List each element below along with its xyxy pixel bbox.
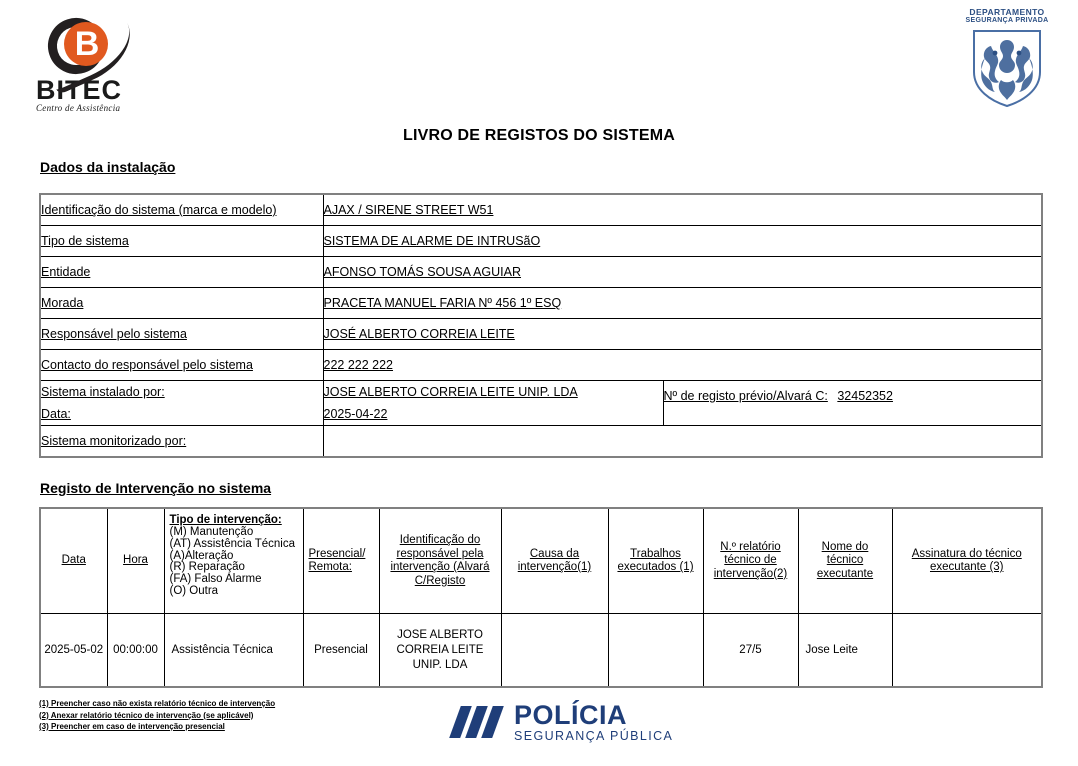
bitec-wordmark: BITEC [36, 75, 122, 105]
tipo-option: (R) Reparação [169, 561, 245, 574]
col-header-data [40, 508, 107, 614]
header-text-line1: Nome do [821, 540, 869, 553]
header-text-line1: Trabalhos [630, 547, 681, 560]
dsp-title-line1: DEPARTAMENTO [969, 7, 1045, 17]
header-text-line2: responsável pela [396, 547, 484, 560]
table-row [40, 350, 1042, 381]
table-row [40, 426, 1042, 458]
row-value-entidade [323, 257, 1042, 288]
footnote-3: (3) Preencher em caso de intervenção presencial [39, 722, 225, 731]
header-text-line2: técnico de [724, 554, 777, 567]
table-row [40, 381, 1042, 426]
header-text-line1: Causa da [529, 547, 580, 560]
installation-data-table [39, 193, 1043, 458]
intervention-log-table [39, 507, 1043, 688]
row-label-morada [40, 288, 323, 319]
dsp-title-line2: SEGURANÇA PRIVADA [965, 17, 1049, 24]
cell-trabalhos [608, 614, 703, 688]
bitec-logo-mark [42, 14, 134, 76]
label-text-line1: Sistema instalado por: [41, 385, 165, 399]
label-text: Sistema monitorizado por: [41, 434, 187, 448]
header-text-line2: executante (3) [929, 561, 1004, 573]
page-title: LIVRO DE REGISTOS DO SISTEMA [402, 127, 675, 144]
header-text-line1: N.º relatório [720, 540, 781, 553]
cell-presencial: Presencial [303, 614, 379, 688]
col-header-numero-relatorio [703, 508, 798, 614]
value-text: JOSÉ ALBERTO CORREIA LEITE [323, 327, 515, 341]
psp-bars-icon [455, 706, 503, 738]
row-value-morada [323, 288, 1042, 319]
tipo-option: (O) Outra [169, 584, 219, 597]
row-value-responsavel [323, 319, 1042, 350]
table-row [40, 614, 1042, 688]
row-value-contacto [323, 350, 1042, 381]
header-text: Hora [123, 554, 148, 567]
table-header-row [40, 508, 1042, 614]
header-text-line2: intervenção(1) [517, 561, 592, 573]
header-text-line2: executados (1) [617, 561, 694, 573]
col-header-assinatura-tecnico [892, 508, 1042, 614]
col-header-trabalhos-executados [608, 508, 703, 614]
col-header-identificacao-responsavel [379, 508, 501, 614]
footnote-2: (2) Anexar relatório técnico de intervenção (se aplicável) [39, 710, 254, 720]
tipo-option: (M) Manutenção [169, 526, 254, 538]
row-label-contacto [40, 350, 323, 381]
dsp-crest-icon [971, 28, 1043, 108]
psp-wordmark [514, 702, 673, 743]
header-text-line3: intervenção(2) [713, 567, 788, 580]
row-value-tipo-sistema [323, 226, 1042, 257]
cell-tipo: Assistência Técnica [164, 614, 303, 688]
value-text-line1: JOSE ALBERTO CORREIA LEITE UNIP. LDA [323, 385, 578, 399]
col-header-presencial-remota [303, 508, 379, 614]
cell-text-line3: UNIP. LDA [412, 658, 468, 671]
col-header-nome-tecnico [798, 508, 892, 614]
psp-subtitle: SEGURANÇA PÚBLICA [514, 729, 674, 743]
row-label-tipo-sistema [40, 226, 323, 257]
bitec-tagline: Centro de Assistência [36, 103, 121, 113]
col-header-hora [107, 508, 164, 614]
tipo-option: (A)Alteração [169, 549, 234, 562]
tipo-option: (AT) Assistência Técnica [169, 537, 295, 550]
row-label-responsavel [40, 319, 323, 350]
value-text-line2: 2025-04-22 [323, 407, 388, 421]
value-text: AFONSO TOMÁS SOUSA AGUIAR [323, 265, 522, 279]
tipo-option: (FA) Falso Alarme [169, 573, 262, 586]
header-text-line4: C/Registo [414, 574, 466, 587]
table-row [40, 226, 1042, 257]
cell-text-line2: CORREIA LEITE [396, 643, 484, 656]
header-text-line3: executante [816, 567, 874, 580]
header-text: Data [61, 554, 86, 567]
label-text: Contacto do responsável pelo sistema [41, 358, 253, 372]
row-label-sistema-monitorizado-por [40, 426, 323, 458]
section-heading-registo-intervencao: Registo de Intervenção no sistema [40, 480, 272, 496]
header-text-line1: Identificação do [399, 534, 481, 546]
table-row [40, 194, 1042, 226]
cell-numero-relatorio: 27/5 [703, 614, 798, 688]
footnotes-block [39, 698, 275, 733]
value-text: 222 222 222 [323, 358, 394, 372]
row-label-entidade [40, 257, 323, 288]
row-label-sistema-instalado-por [40, 381, 323, 426]
header-text-line1: Presencial/ [308, 547, 366, 560]
value-text: PRACETA MANUEL FARIA Nº 456 1º ESQ [323, 296, 562, 310]
header-text-line2: técnico [826, 554, 864, 567]
table-row [40, 257, 1042, 288]
col-header-tipo-intervencao [164, 508, 303, 614]
alvara-label: Nº de registo prévio/Alvará C: [663, 389, 828, 403]
label-text: Tipo de sistema [41, 234, 129, 248]
label-text: Entidade [41, 265, 91, 279]
header-text-line3: intervenção (Alvará [390, 561, 490, 573]
cell-hora: 00:00:00 [107, 614, 164, 688]
header-text-line2: Remota: [308, 561, 352, 573]
col-header-causa-intervencao [501, 508, 608, 614]
row-label-identificacao [40, 194, 323, 226]
bitec-letter-b: B [74, 25, 100, 63]
header-text: Tipo de intervenção: [169, 514, 282, 526]
label-text: Morada [41, 296, 84, 310]
cell-text-line1: JOSE ALBERTO [397, 628, 483, 641]
label-text-line2: Data: [41, 407, 71, 421]
header-text-line1: Assinatura do técnico [911, 547, 1022, 560]
table-row [40, 288, 1042, 319]
cell-assinatura [892, 614, 1042, 688]
row-value-identificacao [323, 194, 1042, 226]
cell-causa [501, 614, 608, 688]
bitec-logo [36, 14, 154, 113]
value-text: AJAX / SIRENE STREET W51 [323, 203, 494, 217]
psp-title: POLÍCIA [514, 700, 628, 730]
label-text: Responsável pelo sistema [41, 327, 187, 341]
row-value-sistema-monitorizado-por [323, 426, 1042, 458]
footnote-1: (1) Preencher caso não exista relatório técnico de intervenção [39, 699, 276, 708]
alvara-value: 32452352 [837, 389, 893, 403]
psp-logo [455, 702, 673, 743]
cell-identificacao-responsavel [379, 614, 501, 688]
row-value-sistema-instalado-por [323, 381, 663, 426]
value-text: SISTEMA DE ALARME DE INTRUSãO [323, 234, 541, 248]
cell-nome-tecnico: Jose Leite [798, 614, 892, 688]
departamento-seguranca-privada-logo [958, 8, 1056, 112]
row-value-alvara [663, 381, 1042, 426]
label-text: Identificação do sistema (marca e modelo) [41, 203, 277, 217]
section-heading-dados-instalacao: Dados da instalação [40, 159, 176, 175]
cell-data: 2025-05-02 [40, 614, 107, 688]
table-row [40, 319, 1042, 350]
